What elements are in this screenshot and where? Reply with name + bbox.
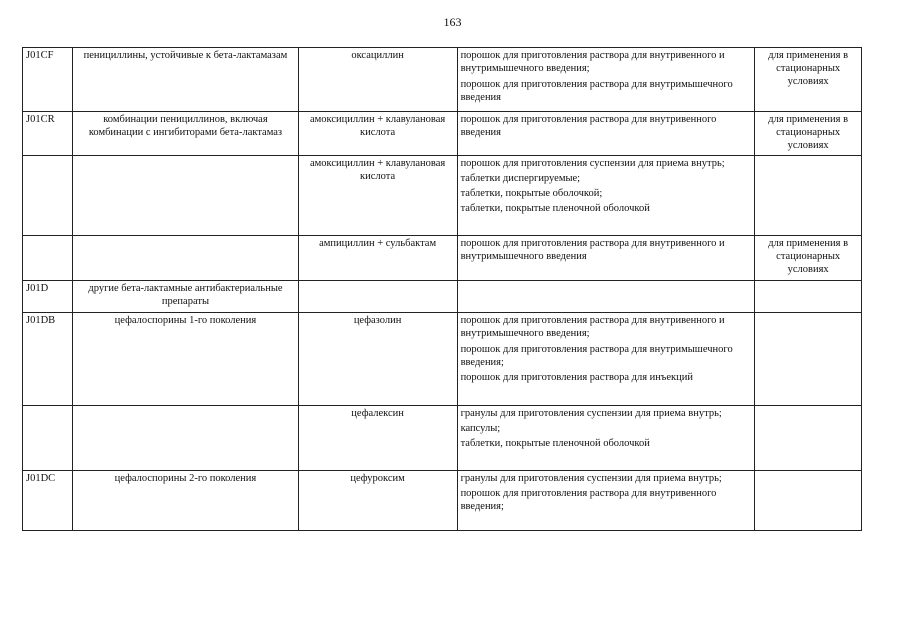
dosage-form-item: таблетки, покрытые пленочной оболочкой: [460, 203, 650, 214]
table-row: [23, 236, 862, 281]
atc-group-cell: цефалоспорины 1-го поколения: [73, 313, 298, 406]
dosage-form-item: порошок для приготовления раствора для внутримышечного введения: [460, 79, 733, 103]
usage-condition-cell: [755, 471, 862, 531]
dosage-form-item: порошок для приготовления раствора для внутривенного и внутримышечного введения;: [460, 315, 725, 339]
usage-condition-cell: [755, 313, 862, 406]
dosage-form-item: порошок для приготовления раствора для внутримышечного введения;: [460, 344, 733, 368]
dosage-form-cell: [457, 281, 755, 313]
dosage-form-item: капсулы;: [460, 423, 501, 434]
dosage-form-item: таблетки диспергируемые;: [460, 173, 581, 184]
atc-code-cell: J01CR: [23, 112, 73, 156]
atc-code-cell: J01CF: [23, 48, 73, 112]
table-row: [23, 281, 862, 313]
dosage-form-item: таблетки, покрытые пленочной оболочкой: [460, 438, 650, 449]
page-number: 163: [443, 15, 462, 29]
atc-code-cell: [23, 236, 73, 281]
atc-group-cell: пенициллины, устойчивые к бета-лактамазам: [73, 48, 298, 112]
drug-name-cell: [298, 281, 457, 313]
dosage-form-item: гранулы для приготовления суспензии для приема внутрь;: [460, 473, 722, 484]
atc-group-cell: [73, 156, 298, 236]
drug-name-cell: цефазолин: [298, 313, 457, 406]
dosage-form-cell: [457, 156, 755, 236]
table-row: [23, 48, 862, 112]
usage-condition-cell: [755, 156, 862, 236]
usage-condition-cell: для применения в стационарных условиях: [755, 112, 862, 156]
dosage-form-item: порошок для приготовления раствора для внутривенного введения;: [460, 488, 717, 512]
dosage-form-cell: [457, 48, 755, 112]
dosage-form-cell: [457, 471, 755, 531]
table-row: [23, 156, 862, 236]
dosage-form-cell: [457, 406, 755, 471]
atc-code-cell: [23, 156, 73, 236]
drug-name-cell: цефуроксим: [298, 471, 457, 531]
dosage-form-item: гранулы для приготовления суспензии для приема внутрь;: [460, 408, 722, 419]
table-row: [23, 471, 862, 531]
atc-group-cell: [73, 406, 298, 471]
usage-condition-cell: [755, 406, 862, 471]
dosage-form-item: порошок для приготовления раствора для внутривенного и внутримышечного введения;: [460, 50, 725, 74]
atc-group-cell: другие бета-лактамные антибактериальные препараты: [73, 281, 298, 313]
dosage-form-cell: [457, 313, 755, 406]
drug-list-table: [22, 47, 862, 531]
drug-name-cell: оксациллин: [298, 48, 457, 112]
drug-name-cell: цефалексин: [298, 406, 457, 471]
usage-condition-cell: для применения в стационарных условиях: [755, 48, 862, 112]
table-row: [23, 112, 862, 156]
dosage-form-cell: [457, 236, 755, 281]
atc-code-cell: [23, 406, 73, 471]
atc-group-cell: комбинации пенициллинов, включая комбинации с ингибиторами бета-лактамаз: [73, 112, 298, 156]
table-row: [23, 406, 862, 471]
atc-group-cell: цефалоспорины 2-го поколения: [73, 471, 298, 531]
drug-name-cell: ампициллин + сульбактам: [298, 236, 457, 281]
drug-name-cell: амоксициллин + клавулановая кислота: [298, 112, 457, 156]
dosage-form-item: порошок для приготовления раствора для внутривенного введения: [460, 114, 717, 138]
dosage-form-item: порошок для приготовления раствора для внутривенного и внутримышечного введения: [460, 238, 725, 262]
atc-group-cell: [73, 236, 298, 281]
dosage-form-cell: [457, 112, 755, 156]
table-row: [23, 313, 862, 406]
atc-code-cell: J01DB: [23, 313, 73, 406]
dosage-form-item: порошок для приготовления раствора для инъекций: [460, 372, 693, 383]
dosage-form-item: порошок для приготовления суспензии для приема внутрь;: [460, 158, 725, 169]
atc-code-cell: J01DC: [23, 471, 73, 531]
usage-condition-cell: для применения в стационарных условиях: [755, 236, 862, 281]
drug-name-cell: амоксициллин + клавулановая кислота: [298, 156, 457, 236]
dosage-form-item: таблетки, покрытые оболочкой;: [460, 188, 603, 199]
atc-code-cell: J01D: [23, 281, 73, 313]
usage-condition-cell: [755, 281, 862, 313]
